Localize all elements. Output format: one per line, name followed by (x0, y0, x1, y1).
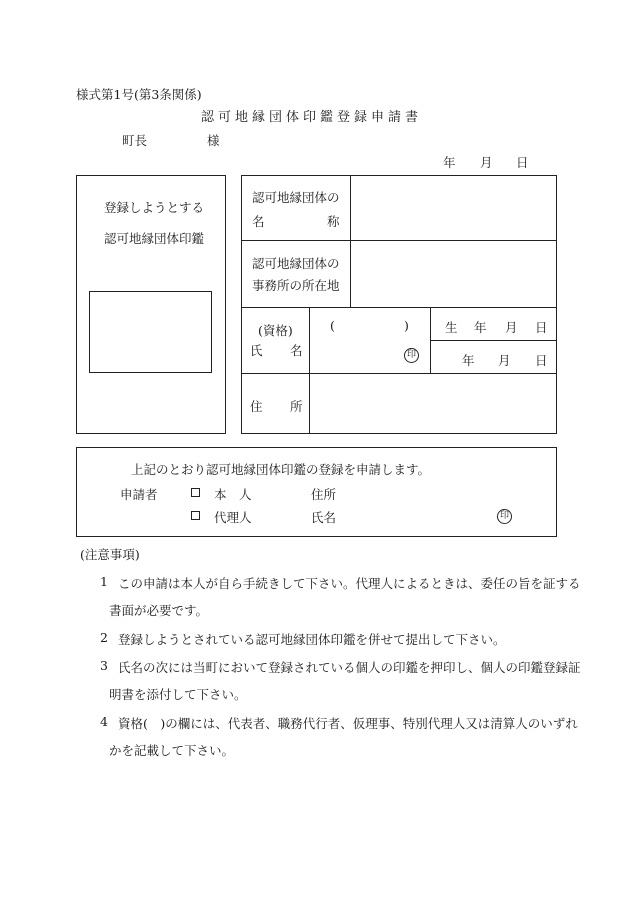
date2-month-label: 月 (498, 353, 511, 368)
applicant-name-field[interactable] (342, 506, 492, 526)
self-checkbox[interactable] (191, 488, 200, 497)
note-1-line1: この申請は本人が自ら手続きして下さい。代理人によるときは、委任の旨を証する (118, 576, 581, 591)
note-2-number: 2 (100, 630, 108, 645)
table-divider (241, 240, 557, 241)
qualification-field[interactable] (340, 314, 400, 334)
org-name-field[interactable] (356, 184, 552, 234)
seal-impression-box[interactable] (89, 291, 212, 373)
date-month-label: 月 (480, 155, 493, 170)
date-year-label: 年 (443, 155, 456, 170)
honorific-label: 様 (207, 133, 220, 148)
org-name-label-2b: 称 (327, 214, 340, 229)
address-label-a: 住 (250, 399, 263, 414)
person-name-label-a: 氏 (250, 343, 263, 358)
applicant-label: 申請者 (120, 487, 158, 502)
note-3-line1: 氏名の次には当町において登録されている個人の印鑑を押印し、個人の印鑑登録証 (118, 660, 581, 675)
org-name-label-2a: 名 (252, 214, 265, 229)
office-address-field[interactable] (356, 248, 552, 300)
seal-panel-line2: 認可地縁団体印鑑 (104, 231, 205, 246)
form-title: 認可地縁団体印鑑登録申請書 (201, 110, 423, 125)
office-label-2: 事務所の所在地 (252, 278, 340, 293)
seal-panel-line1: 登録しようとする (104, 200, 205, 215)
birth-year-label: 年 (474, 320, 487, 335)
office-label-1: 認可地縁団体の (252, 256, 340, 271)
note-4-line2: かを記載して下さい。 (109, 743, 235, 758)
table-divider (241, 307, 557, 308)
seal-mark-icon: 印 (404, 348, 419, 363)
date2-day-label: 日 (535, 353, 548, 368)
application-statement: 上記のとおり認可地縁団体印鑑の登録を申請します。 (131, 462, 431, 477)
person-name-field[interactable] (316, 342, 402, 366)
birth-month-label: 月 (505, 320, 518, 335)
date-day-label: 日 (516, 155, 529, 170)
person-name-label-b: 名 (290, 343, 303, 358)
note-4-number: 4 (100, 714, 108, 729)
table-divider (309, 307, 310, 434)
note-1-number: 1 (100, 574, 108, 589)
note-2-line1: 登録しようとされている認可地縁団体印鑑を併せて提出して下さい。 (118, 632, 506, 647)
agent-label: 代理人 (214, 510, 252, 525)
applicant-seal-mark-icon: 印 (497, 509, 512, 524)
qualification-label: (資格) (258, 323, 293, 338)
date2-year-label: 年 (462, 353, 475, 368)
applicant-name-label: 氏名 (311, 510, 337, 525)
note-3-number: 3 (100, 658, 108, 673)
address-field[interactable] (316, 380, 551, 428)
note-3-line2: 明書を添付して下さい。 (109, 687, 247, 702)
birth-label: 生 (445, 320, 458, 335)
table-divider (430, 340, 557, 341)
applicant-address-label: 住所 (311, 487, 337, 502)
agent-checkbox[interactable] (191, 511, 200, 520)
notes-heading: (注意事項) (80, 547, 140, 562)
table-divider (241, 373, 557, 374)
address-label-b: 所 (290, 399, 303, 414)
qualification-paren-close: ) (404, 318, 409, 333)
table-divider (350, 175, 351, 307)
org-name-label-1: 認可地縁団体の (252, 190, 340, 205)
note-1-line2: 書面が必要です。 (109, 603, 209, 618)
note-4-line1: 資格( )の欄には、代表者、職務代行者、仮理事、特別代理人又は清算人のいずれ (118, 716, 578, 731)
form-number: 様式第1号(第3条関係) (76, 87, 202, 102)
qualification-paren-open: ( (330, 318, 335, 333)
applicant-address-field[interactable] (342, 483, 542, 503)
self-label: 本 人 (214, 487, 252, 502)
birth-day-label: 日 (535, 320, 548, 335)
mayor-label: 町長 (122, 133, 148, 148)
